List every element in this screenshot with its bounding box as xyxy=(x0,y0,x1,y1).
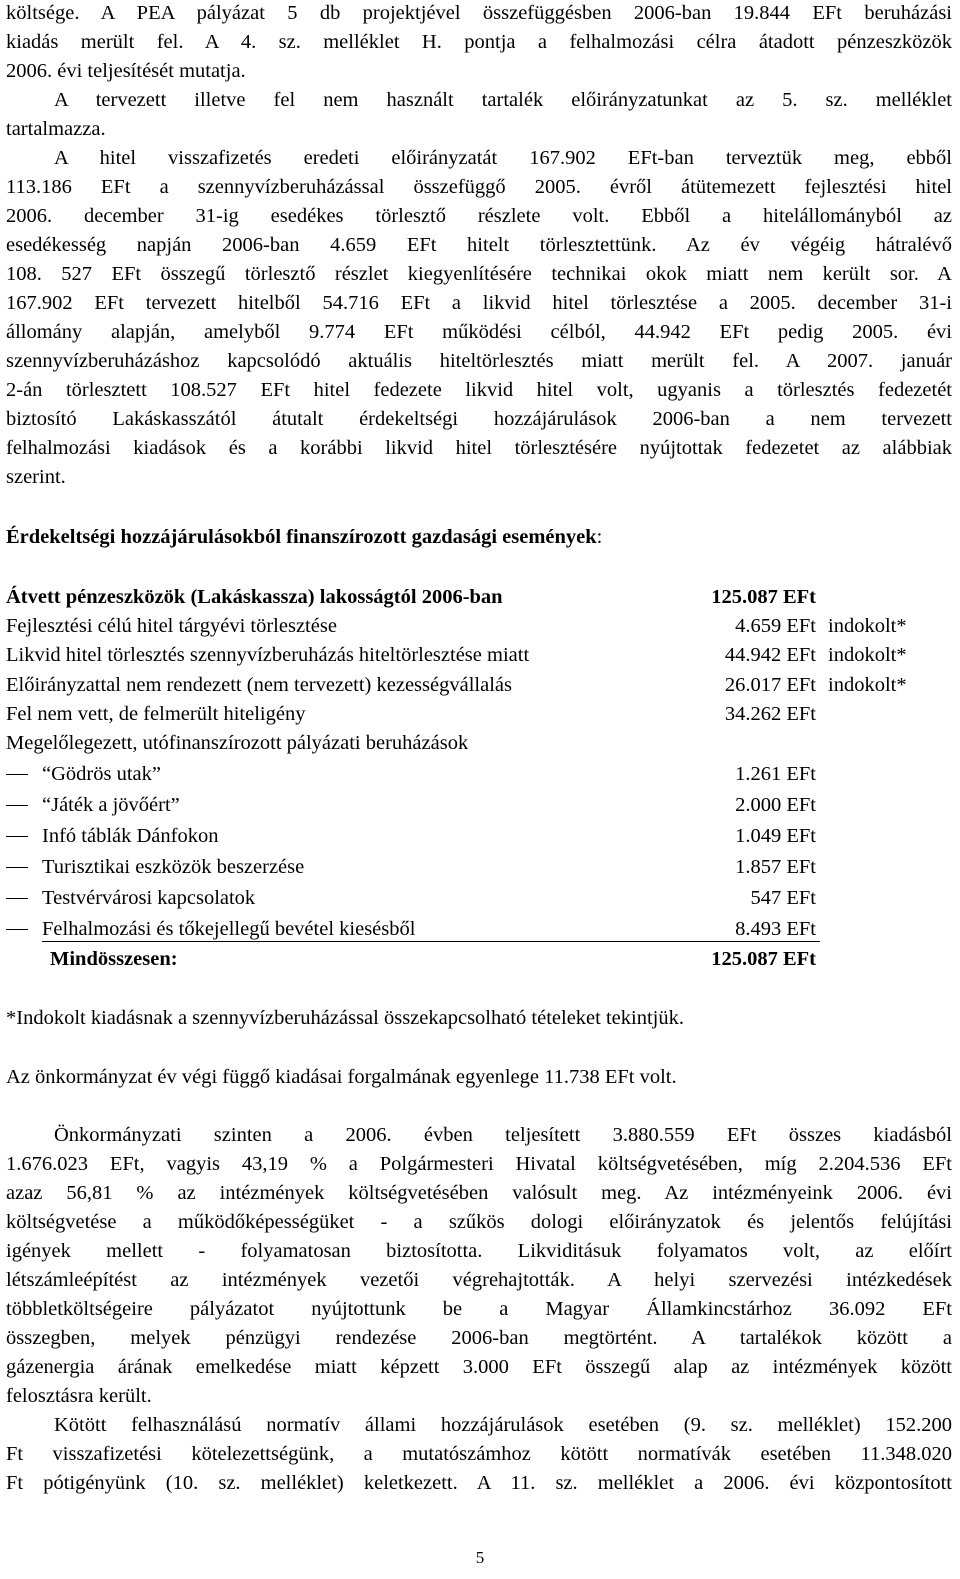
table-total-row xyxy=(6,945,952,974)
footnote: *Indokolt kiadásnak a szennyvízberuházással összekapcsolható tételeket tekintjük. xyxy=(6,1007,684,1029)
table-row xyxy=(6,700,952,729)
text-line: gázenergia árának emelkedése miatt képzett 3.000 EFt összegű alap az intézmények között xyxy=(6,1356,952,1378)
dash-bullet-icon xyxy=(6,836,28,837)
row-note: indokolt* xyxy=(828,674,907,696)
text-line: igények mellett - folyamatosan biztosította. Likviditásuk folyamatos volt, az előírt xyxy=(6,1240,952,1262)
text-line: Ft pótigényünk (10. sz. melléklet) keletkezett. A 11. sz. melléklet a 2006. évi központosított xyxy=(6,1472,952,1494)
section-heading xyxy=(6,523,602,552)
text-line: Ft visszafizetési kötelezettségünk, a mutatószámhoz kötött normatívák esetében 11.348.020 xyxy=(6,1443,952,1465)
text-line: A hitel visszafizetés eredeti előirányzatát 167.902 EFt-ban terveztük meg, ebből xyxy=(54,147,952,169)
text-line: Kötött felhasználású normatív állami hozzájárulások esetében (9. sz. melléklet) 152.200 xyxy=(54,1414,952,1436)
page-number: 5 xyxy=(475,1548,485,1567)
sub-row-label: “Játék a jövőért” xyxy=(42,794,180,816)
row-amount: 4.659 EFt xyxy=(735,615,816,637)
section-heading-text: Érdekeltségi hozzájárulásokból finanszírozott gazdasági események xyxy=(6,526,597,548)
table-header-amount: 125.087 EFt xyxy=(711,586,816,608)
row-label: Fejlesztési célú hitel tárgyévi törlesztése xyxy=(6,615,337,637)
sub-row-amount: 8.493 EFt xyxy=(735,918,816,940)
sub-row-label: Testvérvárosi kapcsolatok xyxy=(42,887,256,909)
text-line: szerint. xyxy=(6,466,66,488)
row-amount: 34.262 EFt xyxy=(724,703,816,725)
pending-note: Az önkormányzat év végi függő kiadásai forgalmának egyenlege 11.738 EFt volt. xyxy=(6,1066,677,1088)
text-line: A tervezett illetve fel nem használt tartalék előirányzatunkat az 5. sz. melléklet xyxy=(54,89,952,111)
row-note: indokolt* xyxy=(828,644,907,666)
row-label: Megelőlegezett, utófinanszírozott pályázati beruházások xyxy=(6,732,469,754)
table-sub-row xyxy=(6,884,952,913)
sub-row-label: Turisztikai eszközök beszerzése xyxy=(42,856,305,878)
table-sub-row xyxy=(6,822,952,851)
row-label: Fel nem vett, de felmerült hiteligény xyxy=(6,703,306,725)
table-row xyxy=(6,729,952,758)
table-sub-row xyxy=(6,760,952,789)
text-line: 2006. évi teljesítését mutatja. xyxy=(6,60,246,82)
dash-bullet-icon xyxy=(6,774,28,775)
row-label: Likvid hitel törlesztés szennyvízberuházás hiteltörlesztése miatt xyxy=(6,644,530,666)
text-line: biztosító Lakáskasszától átutalt érdekeltségi hozzájárulások 2006-ban a nem tervezett xyxy=(6,408,952,430)
text-line: 2-án törlesztett 108.527 EFt hitel fedezete likvid hitel volt, ugyanis a törlesztés fedezetét xyxy=(6,379,952,401)
text-line: összegben, melyek pénzügyi rendezése 2006-ban megtörtént. A tartalékok között a xyxy=(6,1327,952,1349)
table-row xyxy=(6,641,952,670)
dash-bullet-icon xyxy=(6,867,28,868)
text-line: költsége. A PEA pályázat 5 db projektjével összefüggésben 2006-ban 19.844 EFt beruházási xyxy=(6,2,952,24)
sub-row-amount: 1.857 EFt xyxy=(735,856,816,878)
table-header-row xyxy=(6,583,952,612)
text-line: 167.902 EFt tervezett hitelből 54.716 EFt a likvid hitel törlesztése a 2005. december 31-i xyxy=(6,292,952,314)
row-label: Előirányzattal nem rendezett (nem tervezett) kezességvállalás xyxy=(6,674,512,696)
total-separator-line xyxy=(42,941,820,942)
dash-bullet-icon xyxy=(6,929,28,930)
text-line: kiadás merült fel. A 4. sz. melléklet H. pontja a felhalmozási célra átadott pénzeszközök xyxy=(6,31,952,53)
text-line: tartalmazza. xyxy=(6,118,106,140)
text-line: állomány alapján, amelyből 9.774 EFt működési célból, 44.942 EFt pedig 2005. évi xyxy=(6,321,952,343)
text-line: 113.186 EFt a szennyvízberuházással összefüggő 2005. évről átütemezett fejlesztési hitel xyxy=(6,176,952,198)
text-line: azaz 56,81 % az intézmények költségvetésében valósult meg. Az intézményeink 2006. évi xyxy=(6,1182,952,1204)
text-line: 1.676.023 EFt, vagyis 43,19 % a Polgármesteri Hivatal költségvetésében, míg 2.204.536 EFt xyxy=(6,1153,952,1175)
sub-row-amount: 1.261 EFt xyxy=(735,763,816,785)
text-line: felhalmozási kiadások és a korábbi likvid hitel törlesztésére nyújtottak fedezetet az alábbiak xyxy=(6,437,952,459)
table-header-label: Átvett pénzeszközök (Lakáskassza) lakosságtól 2006-ban xyxy=(6,586,503,608)
total-label: Mindösszesen: xyxy=(50,948,178,970)
text-line: 108. 527 EFt összegű törlesztő részlet kiegyenlítésére technikai okok miatt nem került sor. A xyxy=(6,263,952,285)
text-line: 2006. december 31-ig esedékes törlesztő részlete volt. Ebből a hitelállományból az xyxy=(6,205,952,227)
sub-row-amount: 1.049 EFt xyxy=(735,825,816,847)
text-line: létszámleépítést az intézmények vezetői végrehajtották. A helyi szervezési intézkedések xyxy=(6,1269,952,1291)
dash-bullet-icon xyxy=(6,805,28,806)
row-amount: 26.017 EFt xyxy=(724,674,816,696)
text-line: felosztásra került. xyxy=(6,1385,152,1407)
text-line: esedékesség napján 2006-ban 4.659 EFt hitelt törlesztettünk. Az év végéig hátralévő xyxy=(6,234,952,256)
text-line: költségvetése a működőképességüket - a szűkös dologi előirányzatok és jelentős felújítási xyxy=(6,1211,952,1233)
table-sub-row xyxy=(6,915,952,944)
table-row xyxy=(6,671,952,700)
sub-row-amount: 2.000 EFt xyxy=(735,794,816,816)
sub-row-label: “Gödrös utak” xyxy=(42,763,161,785)
sub-row-label: Felhalmozási és tőkejellegű bevétel kiesésből xyxy=(42,918,416,940)
text-line: többletköltségeire pályázatot nyújtottunk be a Magyar Államkincstárhoz 36.092 EFt xyxy=(6,1298,952,1320)
total-amount: 125.087 EFt xyxy=(711,948,816,970)
text-line: Önkormányzati szinten a 2006. évben teljesített 3.880.559 EFt összes kiadásból xyxy=(54,1124,952,1146)
dash-bullet-icon xyxy=(6,898,28,899)
text-line: szennyvízberuházáshoz kapcsolódó aktuális hiteltörlesztés miatt merült fel. A 2007. január xyxy=(6,350,952,372)
table-row xyxy=(6,612,952,641)
row-amount: 44.942 EFt xyxy=(724,644,816,666)
row-note: indokolt* xyxy=(828,615,907,637)
section-heading-colon: : xyxy=(596,526,603,548)
sub-row-amount: 547 EFt xyxy=(750,887,816,909)
sub-row-label: Infó táblák Dánfokon xyxy=(42,825,219,847)
table-sub-row xyxy=(6,791,952,820)
table-sub-row xyxy=(6,853,952,882)
